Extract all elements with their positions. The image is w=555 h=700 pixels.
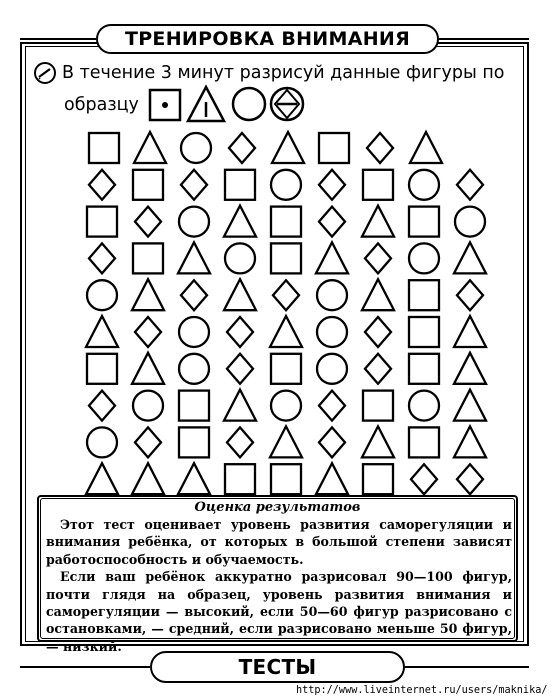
grid-triangle bbox=[132, 463, 164, 494]
grid-diamond bbox=[135, 427, 161, 457]
grid-circle bbox=[317, 280, 347, 310]
footer-rule-right bbox=[405, 666, 529, 668]
grid-square bbox=[409, 427, 439, 457]
grid-triangle bbox=[454, 426, 486, 457]
grid-triangle bbox=[272, 132, 304, 163]
grid-triangle bbox=[224, 390, 256, 421]
grid-circle bbox=[455, 207, 485, 237]
grid-triangle bbox=[224, 206, 256, 237]
section-title: ТЕСТЫ bbox=[150, 651, 405, 683]
grid-triangle bbox=[86, 463, 118, 494]
grid-triangle bbox=[362, 206, 394, 237]
results-title: Оценка результатов bbox=[194, 500, 361, 515]
grid-square bbox=[133, 243, 163, 273]
grid-square bbox=[319, 133, 349, 163]
grid-square bbox=[87, 207, 117, 237]
grid-square bbox=[225, 464, 255, 494]
grid-square bbox=[363, 464, 393, 494]
grid-square bbox=[363, 391, 393, 421]
grid-diamond bbox=[319, 207, 345, 237]
grid-triangle bbox=[316, 463, 348, 494]
grid-triangle bbox=[454, 353, 486, 384]
grid-square bbox=[87, 354, 117, 384]
grid-diamond bbox=[89, 170, 115, 200]
grid-triangle bbox=[410, 132, 442, 163]
grid-square bbox=[409, 280, 439, 310]
grid-square bbox=[409, 317, 439, 347]
grid-circle bbox=[179, 207, 209, 237]
grid-triangle bbox=[362, 426, 394, 457]
grid-triangle bbox=[178, 463, 210, 494]
grid-diamond bbox=[457, 280, 483, 310]
footer-rule-left bbox=[20, 666, 150, 668]
grid-circle bbox=[271, 391, 301, 421]
grid-diamond bbox=[319, 427, 345, 457]
grid-diamond bbox=[319, 391, 345, 421]
grid-triangle bbox=[454, 390, 486, 421]
grid-diamond bbox=[181, 280, 207, 310]
instruction-line-1: В течение 3 минут разрисуй данные фигуры по bbox=[62, 63, 505, 83]
grid-triangle bbox=[316, 242, 348, 273]
grid-circle bbox=[271, 170, 301, 200]
grid-diamond bbox=[457, 464, 483, 494]
grid-circle bbox=[409, 391, 439, 421]
grid-circle bbox=[179, 317, 209, 347]
grid-circle bbox=[87, 280, 117, 310]
grid-triangle bbox=[178, 242, 210, 273]
grid-triangle bbox=[224, 279, 256, 310]
grid-square bbox=[409, 354, 439, 384]
grid-diamond bbox=[89, 243, 115, 273]
grid-square bbox=[363, 170, 393, 200]
grid-triangle bbox=[134, 132, 166, 163]
results-paragraph-1: Этот тест оценивает уровень развития саморегуляции и внимания ребёнка, от которых в большой степени зависят работоспособность и обучаемость. bbox=[46, 517, 512, 567]
page-title: ТРЕНИРОВКА ВНИМАНИЯ bbox=[96, 24, 439, 54]
grid-circle bbox=[87, 427, 117, 457]
grid-circle bbox=[409, 170, 439, 200]
grid-diamond bbox=[227, 354, 253, 384]
grid-diamond bbox=[365, 243, 391, 273]
grid-square bbox=[225, 170, 255, 200]
grid-diamond bbox=[365, 317, 391, 347]
grid-circle bbox=[225, 243, 255, 273]
grid-diamond bbox=[181, 170, 207, 200]
grid-triangle bbox=[270, 426, 302, 457]
grid-diamond bbox=[411, 464, 437, 494]
grid-square bbox=[179, 391, 209, 421]
results-text bbox=[46, 516, 512, 655]
grid-square bbox=[133, 170, 163, 200]
grid-diamond bbox=[457, 170, 483, 200]
grid-circle bbox=[317, 317, 347, 347]
grid-diamond bbox=[135, 207, 161, 237]
grid-diamond bbox=[227, 317, 253, 347]
grid-circle bbox=[179, 354, 209, 384]
source-url: http://www.liveinternet.ru/users/maknika/ bbox=[296, 685, 548, 696]
grid-square bbox=[271, 207, 301, 237]
grid-circle bbox=[133, 391, 163, 421]
grid-circle bbox=[317, 354, 347, 384]
instruction-line-2: образцу bbox=[64, 95, 139, 115]
grid-diamond bbox=[227, 427, 253, 457]
grid-diamond bbox=[89, 391, 115, 421]
grid-triangle bbox=[270, 316, 302, 347]
grid-triangle bbox=[132, 279, 164, 310]
grid-square bbox=[271, 354, 301, 384]
grid-diamond bbox=[367, 133, 393, 163]
grid-square bbox=[271, 243, 301, 273]
grid-triangle bbox=[454, 242, 486, 273]
grid-diamond bbox=[365, 354, 391, 384]
grid-triangle bbox=[132, 353, 164, 384]
results-paragraph-2: Если ваш ребёнок аккуратно разрисовал 90—100 фигур, почти глядя на образец, уровень развития внимания и саморегуляции — высокий, если 50—60 фигур разрисовано с остановками, — средний, если разрисовано меньше 50 фигур, — низкий. bbox=[46, 569, 512, 654]
grid-triangle bbox=[86, 316, 118, 347]
grid-diamond bbox=[319, 170, 345, 200]
grid-square bbox=[89, 133, 119, 163]
grid-circle bbox=[181, 133, 211, 163]
grid-circle bbox=[409, 243, 439, 273]
grid-square bbox=[271, 464, 301, 494]
grid-square bbox=[409, 207, 439, 237]
grid-diamond bbox=[135, 317, 161, 347]
grid-triangle bbox=[454, 316, 486, 347]
grid-diamond bbox=[273, 280, 299, 310]
grid-diamond bbox=[229, 133, 255, 163]
grid-triangle bbox=[362, 279, 394, 310]
grid-square bbox=[179, 427, 209, 457]
